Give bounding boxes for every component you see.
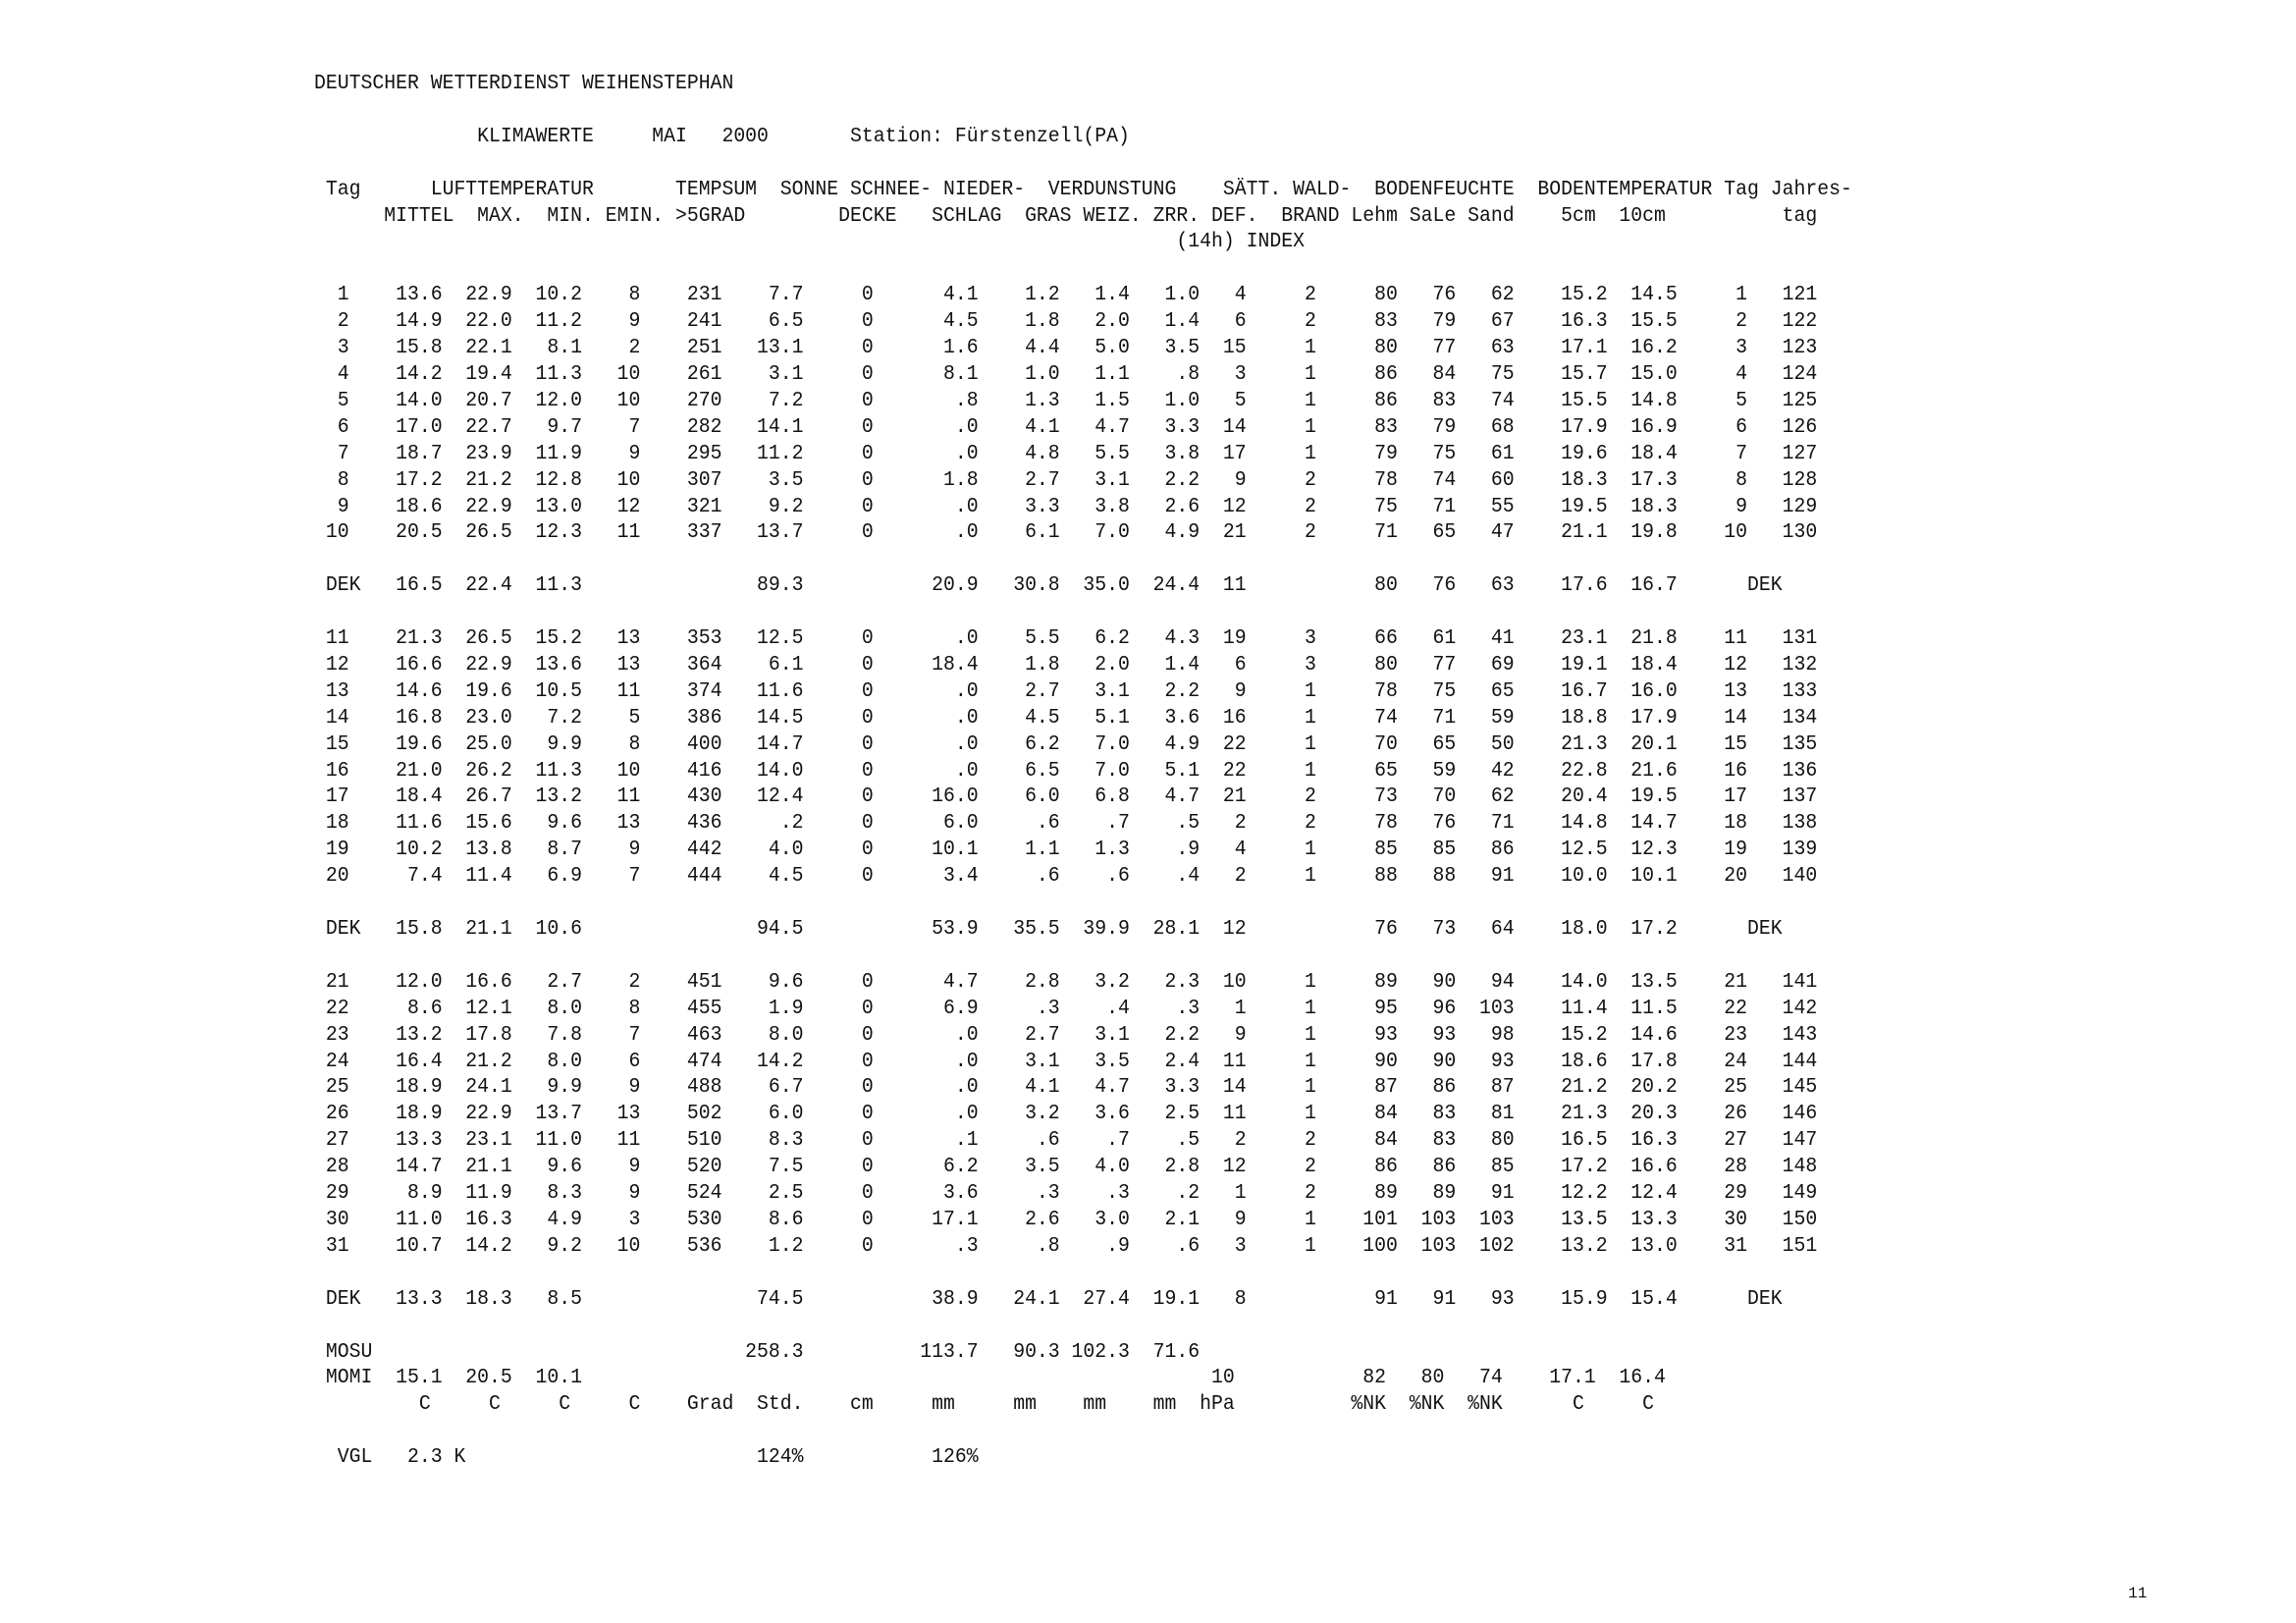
text-line: 6 17.0 22.7 9.7 7 282 14.1 0 .0 4.1 4.7 3.3 14 1 83 79 68 17.9 16.9 6 126 [314,414,1818,439]
text-line: 4 14.2 19.4 11.3 10 261 3.1 0 8.1 1.0 1.1 .8 3 1 86 84 75 15.7 15.0 4 124 [314,361,1818,386]
text-line: 23 13.2 17.8 7.8 7 463 8.0 0 .0 2.7 3.1 2.2 9 1 93 93 98 15.2 14.6 23 143 [314,1022,1818,1047]
text-line: DEK 13.3 18.3 8.5 74.5 38.9 24.1 27.4 19.1 8 91 91 93 15.9 15.4 DEK [314,1286,1783,1311]
text-line: 2 14.9 22.0 11.2 9 241 6.5 0 4.5 1.8 2.0 1.4 6 2 83 79 67 16.3 15.5 2 122 [314,309,1818,334]
text-line: 18 11.6 15.6 9.6 13 436 .2 0 6.0 .6 .7 .5 2 2 78 76 71 14.8 14.7 18 138 [314,811,1818,836]
text-line: 7 18.7 23.9 11.9 9 295 11.2 0 .0 4.8 5.5 3.8 17 1 79 75 61 19.6 18.4 7 127 [314,441,1818,465]
text-line: C C C C Grad Std. cm mm mm mm mm hPa %NK %NK %NK C C [314,1392,1655,1417]
text-line: MOMI 15.1 20.5 10.1 10 82 80 74 17.1 16.4 [314,1366,1666,1390]
text-line: 14 16.8 23.0 7.2 5 386 14.5 0 .0 4.5 5.1 3.6 16 1 74 71 59 18.8 17.9 14 134 [314,705,1818,730]
text-line: 15 19.6 25.0 9.9 8 400 14.7 0 .0 6.2 7.0 4.9 22 1 70 65 50 21.3 20.1 15 135 [314,731,1818,756]
text-line: 13 14.6 19.6 10.5 11 374 11.6 0 .0 2.7 3.1 2.2 9 1 78 75 65 16.7 16.0 13 133 [314,678,1818,703]
text-line: 20 7.4 11.4 6.9 7 444 4.5 0 3.4 .6 .6 .4 2 1 88 88 91 10.0 10.1 20 140 [314,864,1818,889]
text-line: 9 18.6 22.9 13.0 12 321 9.2 0 .0 3.3 3.8 2.6 12 2 75 71 55 19.5 18.3 9 129 [314,494,1818,518]
text-line: 5 14.0 20.7 12.0 10 270 7.2 0 .8 1.3 1.5 1.0 5 1 86 83 74 15.5 14.8 5 125 [314,388,1818,412]
climate-table-text [314,71,1852,1471]
text-line: 25 18.9 24.1 9.9 9 488 6.7 0 .0 4.1 4.7 3.3 14 1 87 86 87 21.2 20.2 25 145 [314,1075,1818,1100]
text-line: 21 12.0 16.6 2.7 2 451 9.6 0 4.7 2.8 3.2 2.3 10 1 89 90 94 14.0 13.5 21 141 [314,969,1818,994]
text-line: 12 16.6 22.9 13.6 13 364 6.1 0 18.4 1.8 2.0 1.4 6 3 80 77 69 19.1 18.4 12 132 [314,652,1818,676]
text-line: MITTEL MAX. MIN. EMIN. >5GRAD DECKE SCHLAG GRAS WEIZ. ZRR. DEF. BRAND Lehm SaLe Sand 5cm 10cm tag [314,203,1818,228]
text-line: MOSU 258.3 113.7 90.3 102.3 71.6 [314,1339,1201,1364]
text-line: 30 11.0 16.3 4.9 3 530 8.6 0 17.1 2.6 3.0 2.1 9 1 101 103 103 13.5 13.3 30 150 [314,1207,1818,1231]
text-line: 28 14.7 21.1 9.6 9 520 7.5 0 6.2 3.5 4.0 2.8 12 2 86 86 85 17.2 16.6 28 148 [314,1155,1818,1179]
text-line: 27 13.3 23.1 11.0 11 510 8.3 0 .1 .6 .7 .5 2 2 84 83 80 16.5 16.3 27 147 [314,1128,1818,1153]
text-line: 11 21.3 26.5 15.2 13 353 12.5 0 .0 5.5 6.2 4.3 19 3 66 61 41 23.1 21.8 11 131 [314,626,1818,651]
text-line: Tag LUFTTEMPERATUR TEMPSUM SONNE SCHNEE- NIEDER- VERDUNSTUNG SÄTT. WALD- BODENFEUCHTE BODENTEMPERATUR Tag Jahres- [314,177,1852,201]
page-number: 11 [2128,1585,2148,1602]
text-line: 3 15.8 22.1 8.1 2 251 13.1 0 1.6 4.4 5.0 3.5 15 1 80 77 63 17.1 16.2 3 123 [314,336,1818,360]
text-line: 16 21.0 26.2 11.3 10 416 14.0 0 .0 6.5 7.0 5.1 22 1 65 59 42 22.8 21.6 16 136 [314,758,1818,783]
text-line: DEK 16.5 22.4 11.3 89.3 20.9 30.8 35.0 24.4 11 80 76 63 17.6 16.7 DEK [314,573,1783,598]
text-line: 1 13.6 22.9 10.2 8 231 7.7 0 4.1 1.2 1.4 1.0 4 2 80 76 62 15.2 14.5 1 121 [314,283,1818,307]
text-line: 17 18.4 26.7 13.2 11 430 12.4 0 16.0 6.0 6.8 4.7 21 2 73 70 62 20.4 19.5 17 137 [314,784,1818,809]
text-line: 19 10.2 13.8 8.7 9 442 4.0 0 10.1 1.1 1.3 .9 4 1 85 85 86 12.5 12.3 19 139 [314,838,1818,862]
text-line: 31 10.7 14.2 9.2 10 536 1.2 0 .3 .8 .9 .6 3 1 100 103 102 13.2 13.0 31 151 [314,1233,1818,1258]
text-line: (14h) INDEX [314,230,1305,254]
text-line: 29 8.9 11.9 8.3 9 524 2.5 0 3.6 .3 .3 .2 1 2 89 89 91 12.2 12.4 29 149 [314,1181,1818,1206]
text-line: DEK 15.8 21.1 10.6 94.5 53.9 35.5 39.9 28.1 12 76 73 64 18.0 17.2 DEK [314,917,1783,941]
text-line: 26 18.9 22.9 13.7 13 502 6.0 0 .0 3.2 3.6 2.5 11 1 84 83 81 21.3 20.3 26 146 [314,1102,1818,1126]
text-line: VGL 2.3 K 124% 126% [314,1445,979,1470]
text-line: KLIMAWERTE MAI 2000 Station: Fürstenzell(PA) [314,124,1130,148]
text-line: 22 8.6 12.1 8.0 8 455 1.9 0 6.9 .3 .4 .3 1 1 95 96 103 11.4 11.5 22 142 [314,996,1818,1020]
text-line: DEUTSCHER WETTERDIENST WEIHENSTEPHAN [314,72,734,95]
text-line: 10 20.5 26.5 12.3 11 337 13.7 0 .0 6.1 7.0 4.9 21 2 71 65 47 21.1 19.8 10 130 [314,520,1818,545]
text-line: 24 16.4 21.2 8.0 6 474 14.2 0 .0 3.1 3.5 2.4 11 1 90 90 93 18.6 17.8 24 144 [314,1049,1818,1073]
text-line: 8 17.2 21.2 12.8 10 307 3.5 0 1.8 2.7 3.1 2.2 9 2 78 74 60 18.3 17.3 8 128 [314,467,1818,492]
